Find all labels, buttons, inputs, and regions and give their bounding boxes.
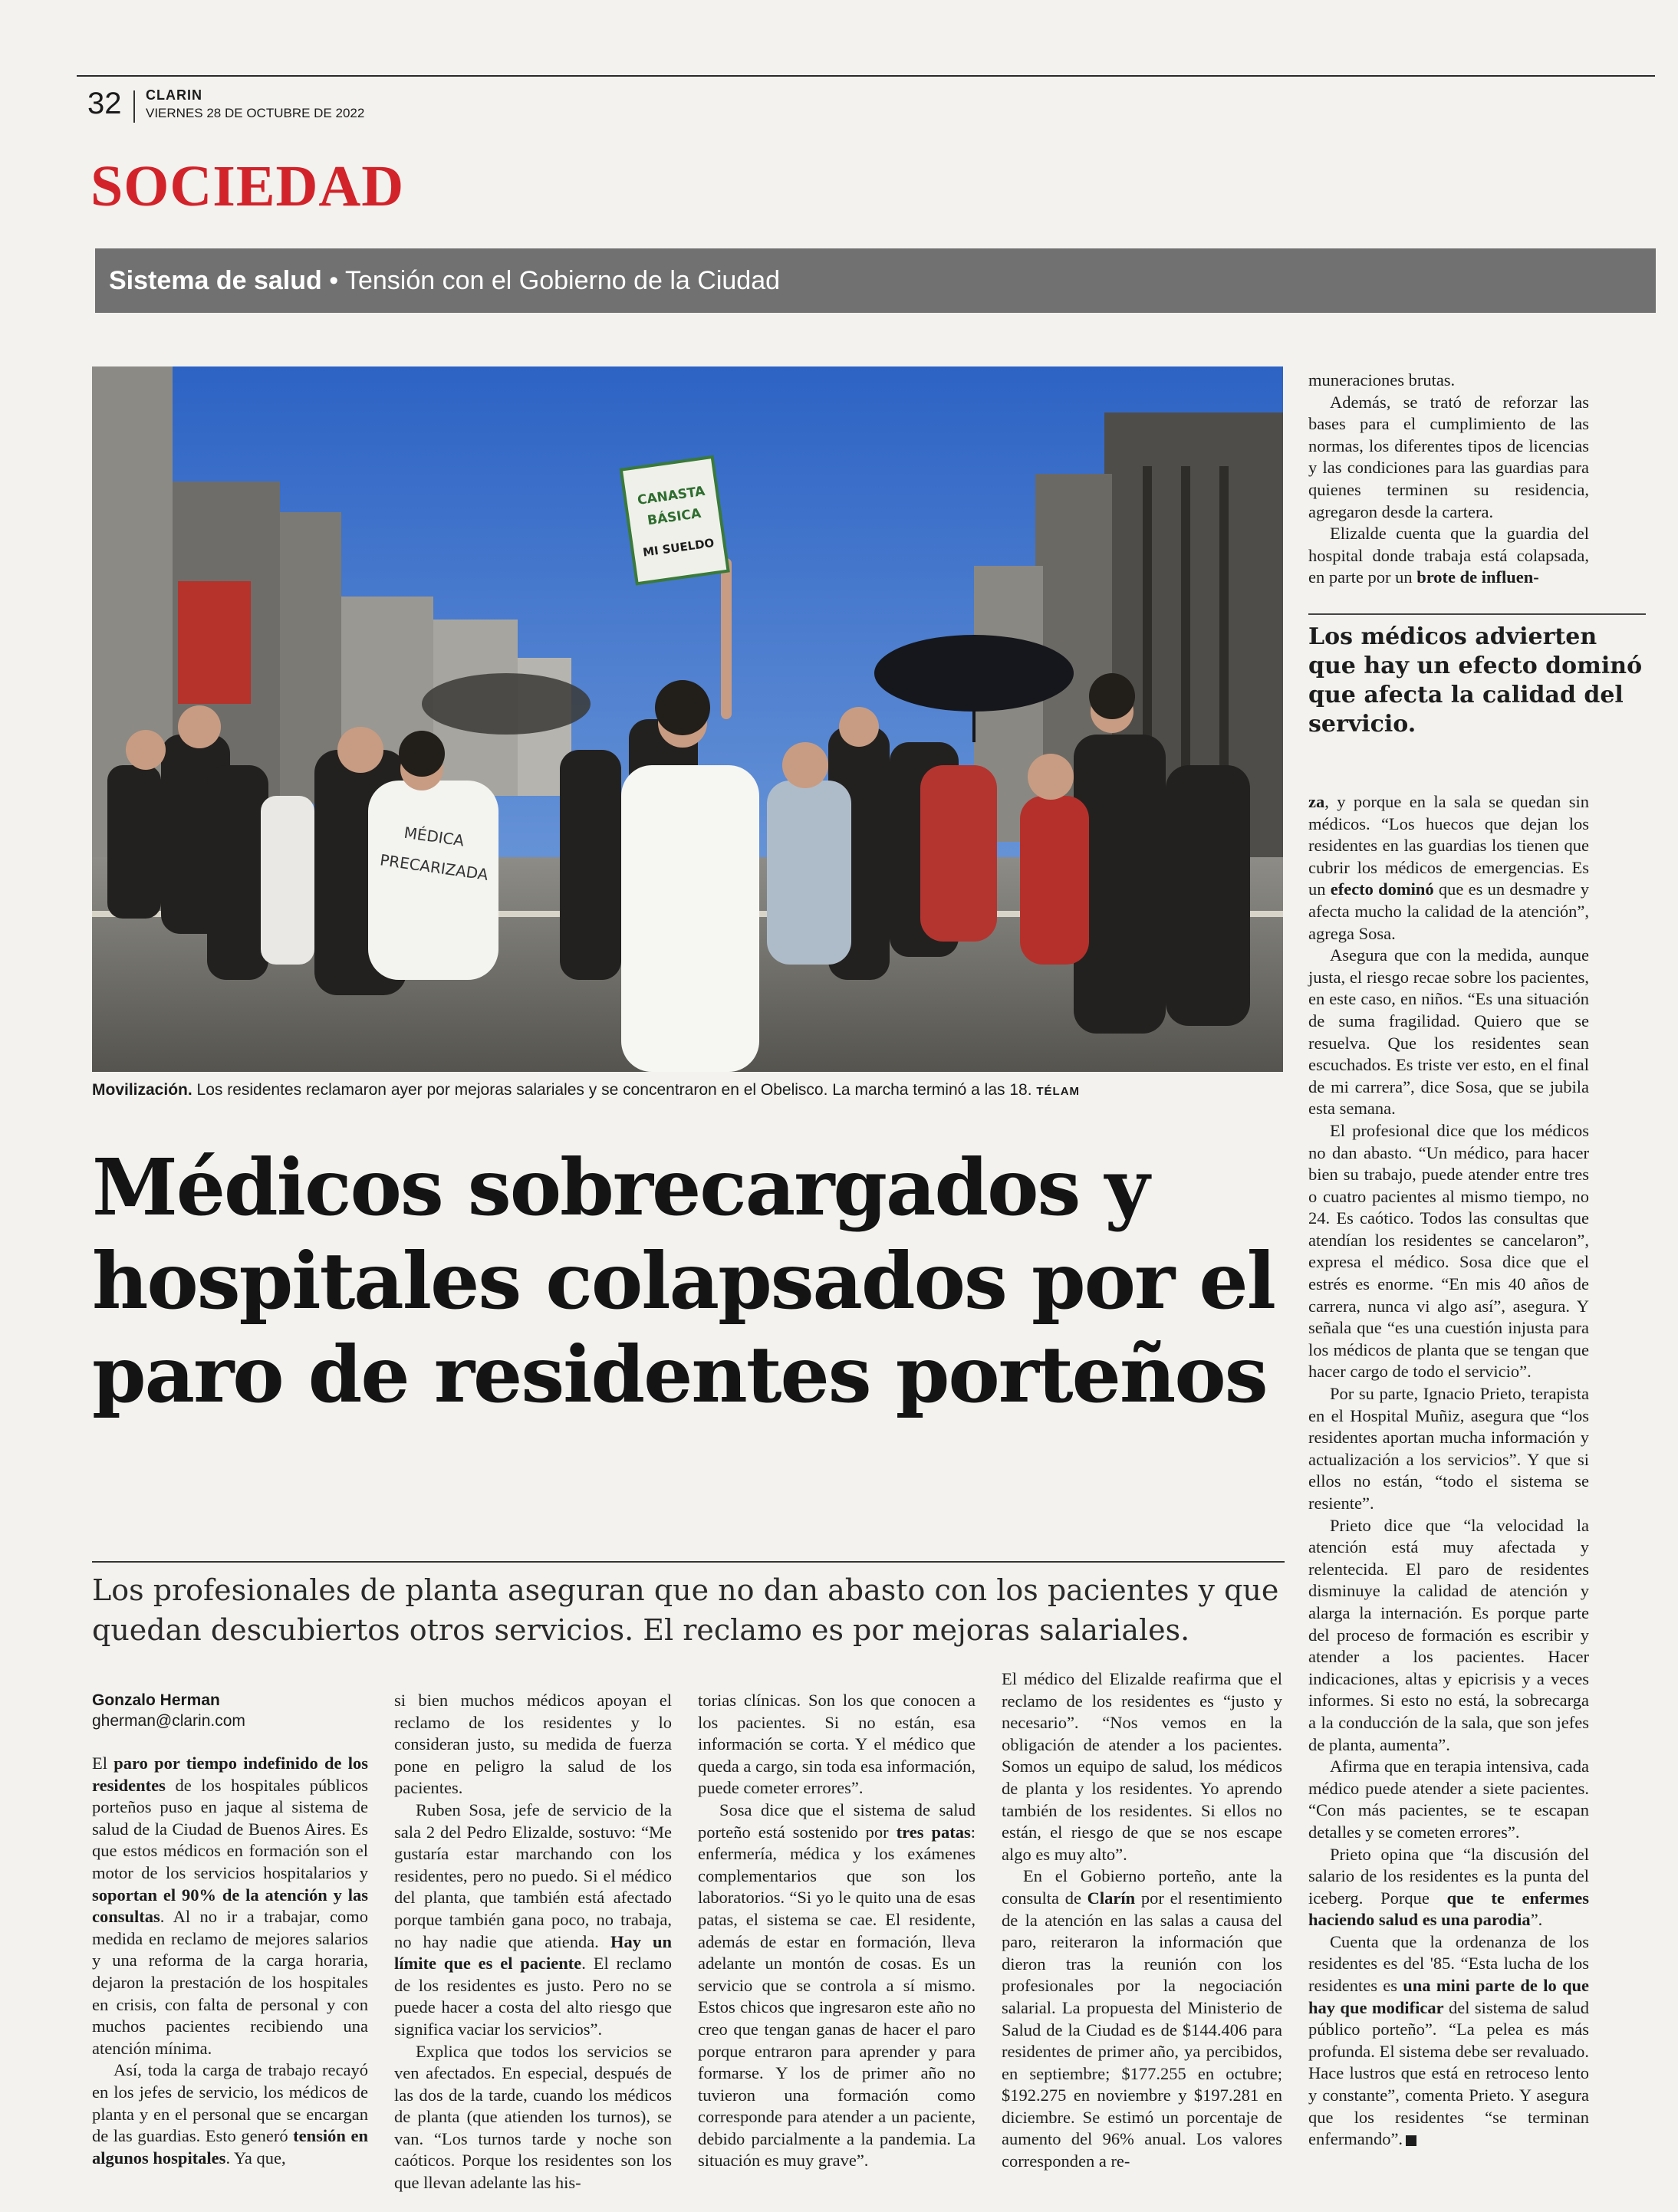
col2-paragraph-1: si bien muchos médicos apoyan el reclamo de los residentes y lo consideran justo, su medida de fuerza pone en peligro la salud de los pacientes.: [394, 1691, 672, 1798]
caption-text: Los residentes reclamaron ayer por mejoras salariales y se concentraron en el Obelisco. La marcha terminó a las 18.: [192, 1081, 1037, 1099]
photo-caption: [92, 1080, 1285, 1103]
col4-paragraph-1: El médico del Elizalde reafirma que el reclamo de los residentes es “justo y necesario”. “Nos vemos en la obligación de atender a los pacientes. Somos un equipo de salud, los médicos de planta y los residentes. Yo aprendo también de los residentes. Si ellos no están, el riesgo de que se nos escape algo es muy alto”.: [1002, 1669, 1282, 1864]
protest-photo: [92, 366, 1283, 1072]
col5b-paragraph-2: Asegura que con la medida, aunque justa, el riesgo recae sobre los pacientes, en este caso, en niños. “Es una situación de suma fragilidad. Quiero que se resuelva. Que los residentes sean escuchados. Es triste ver esto, en el final de mi carrera”, dice Sosa, que se jubila esta semana.: [1308, 945, 1589, 1119]
body-column-5-top: [1308, 370, 1589, 589]
col5b-paragraph-3: El profesional dice que los médicos no dan abasto. “Un médico, para hacer bien su trabajo, puede atender entre tres o cuatro pacientes al mismo tiempo, no 24. Es caótico. Todos las consultas que atendían los residentes se cancelaron”, expresa el médico. Sosa dice que el estrés es enorme. “En mis 40 años de carrera, nunca vi algo así”, asegura. Y señala que “es una cuestión injusta para los médicos de planta que se tengan que hacer cargo de todo el servicio”.: [1308, 1120, 1589, 1382]
col2-paragraph-3: Explica que todos los servicios se ven afectados. En especial, después de las dos de la tarde, cuando los médicos de planta (que atienden los turnos), se van. “Los turnos tarde y noche son caóticos. Porque los residentes son los que llevan adelante las his-: [394, 2041, 672, 2193]
col5b-paragraph-1: za, y porque en la sala se quedan sin médicos. “Los huecos que dejan los residentes en las guardias los tienen que cubrir los médicos de emergencias. Es un efecto dominó que es un desmadre y afecta mucho la calidad de la atención”, agrega Sosa.: [1308, 792, 1590, 943]
byline: [92, 1690, 245, 1731]
col3-paragraph-1: torias clínicas. Son los que conocen a los pacientes. Si no están, esa información se corta. Y el médico que queda a cargo, sin toda esa información, puede cometer errores”.: [698, 1691, 976, 1798]
pull-quote-rule: [1308, 613, 1646, 615]
caption-lead: Movilización.: [92, 1081, 192, 1099]
topic-label: [109, 264, 780, 297]
section-title: SOCIEDAD: [90, 154, 405, 219]
sign-text-1: CANASTA: [636, 483, 706, 509]
end-mark-icon: [1406, 2135, 1416, 2146]
author-email: gherman@clarin.com: [92, 1712, 245, 1730]
photo-credit: TÉLAM: [1036, 1085, 1081, 1098]
body-column-5-bottom: [1308, 791, 1589, 2151]
col5-paragraph-2: Además, se trató de reforzar las bases para el cumplimiento de las normas, los diferentes tipos de licencias y las condiciones para las guardias para quienes terminen su residencia, agregaron desde la cartera.: [1308, 392, 1589, 521]
col5b-paragraph-6: Afirma que en terapia intensiva, cada médico puede atender a siete pacientes. “Con más pacientes, se te escapan detalles y se cometen errores”.: [1308, 1757, 1589, 1842]
col3-paragraph-2: Sosa dice que el sistema de salud porteño está sostenido por tres patas: enfermería, médica y los exámenes complementarios que son los laboratorios. “Si yo le quito una de esas patas, el sistema se cae. El residente, además de estar en formación, lleva adelante un montón de cosas. Es un servicio que se controla a sí mismo. Estos chicos que ingresaron este año no creo que tengan ganas de hacer el paro porque entraron para aprender y para formarse. Y los de primer año no tuvieron una formación como corresponde para atender a un paciente, debido parcialmente a la pandemia. La situación es muy grave”.: [698, 1800, 976, 2171]
col4-paragraph-2: En el Gobierno porteño, ante la consulta de Clarín por el resentimiento de la atención en las salas a causa del paro, reiteraron la información que dieron tras la reunión con los profesionales por la negociación salarial. La propuesta del Ministerio de Salud de la Ciudad es de $144.406 para residentes de primer año, ya percibidos, en septiembre; $177.255 en octubre; $192.275 en noviembre y $197.281 en diciembre. Se estimó un porcentaje de aumento del 96% anual. Los valores corresponden a re-: [1002, 1866, 1283, 2171]
coat-text-1: MÉDICA: [403, 823, 466, 850]
col5-paragraph-3: Elizalde cuenta que la guardia del hospital donde trabaja está colapsada, en parte por un brote de influen-: [1308, 524, 1589, 587]
article-deck: Los profesionales de planta aseguran que no dan abasto con los pacientes y que quedan descubiertos otros servicios. El reclamo es por mejoras salariales.: [92, 1573, 1279, 1647]
col5b-paragraph-7: Prieto opina que “la discusión del salario de los residentes es la punta del iceberg. Porque que te enfermes haciendo salud es una parodia”.: [1308, 1844, 1589, 1930]
protest-photo-illustration: [92, 366, 1283, 1072]
col5b-paragraph-5: Prieto dice que “la velocidad la atención está muy afectada y relentecida. El paro de residentes disminuye la calidad de atención y alarga la internación. Es porque parte del proceso de formación es escribir y atender a los pacientes. Hacer indicaciones, altas y epicrisis y a veces informes. Si esto no está, la sobrecarga a la conducción de la sala, que son jefes de planta, aumenta”.: [1308, 1515, 1589, 1754]
newspaper-brand: CLARIN: [146, 87, 202, 103]
body-column-1: [92, 1753, 368, 2169]
issue-date: VIERNES 28 DE OCTUBRE DE 2022: [146, 106, 365, 120]
author-name: Gonzalo Herman: [92, 1691, 220, 1709]
sign-text-3: MI SUELDO: [642, 535, 716, 560]
body-column-2: [394, 1690, 672, 2194]
col5b-paragraph-8: Cuenta que la ordenanza de los residentes es del '85. “Esta lucha de los residentes es una mini parte de lo que hay que modificar del sistema de salud público porteño”. “La pelea es más profunda. El sistema debe ser revaluado. Hace lustros que está en retroceso lento y constante”, comenta Prieto. Y asegura que los residentes “se terminan enfermando”.: [1308, 1931, 1589, 2149]
header-rule: [77, 75, 1655, 77]
col2-paragraph-2: Ruben Sosa, jefe de servicio de la sala 2 del Pedro Elizalde, sostuvo: “Me gustaría estar marchando con los residentes, pero no puedo. Si el médico del planta, que también está afectado porque también gana poco, no trabaja, no hay nadie que atienda. Hay un límite que es el paciente. El reclamo de los residentes es justo. Pero no se puede hacer a costa del alto riesgo que significa vaciar los servicios”.: [394, 1800, 672, 2039]
col1-paragraph-1: El paro por tiempo indefinido de los residentes de los hospitales públicos porteños puso en jaque al sistema de salud de la Ciudad de Buenos Aires. Es que estos médicos en formación son el motor de los servicios hospitalarios y soportan el 90% de la atención y las consultas. Al no ir a trabajar, como medida en reclamo de mejores salarios y una reforma de la carga horaria, dejaron la prestación de los hospitales en crisis, con falta de personal y con muchos pacientes recibiendo una atención mínima.: [92, 1753, 369, 2058]
page-number: 32: [87, 87, 122, 120]
col1-paragraph-2: Así, toda la carga de trabajo recayó en los jefes de servicio, los médicos de planta y en el personal que se encargan de las guardias. Esto generó tensión en algunos hospitales. Ya que,: [92, 2060, 369, 2168]
body-column-3: [698, 1690, 976, 2172]
body-column-4: [1002, 1668, 1282, 2173]
header-divider: [133, 90, 135, 123]
topic-secondary: Tensión con el Gobierno de la Ciudad: [344, 266, 781, 295]
deck-rule: [92, 1561, 1285, 1563]
col5-paragraph-1: muneraciones brutas.: [1308, 370, 1456, 389]
col5b-paragraph-4: Por su parte, Ignacio Prieto, terapista en el Hospital Muñiz, asegura que “los residentes aportan mucha información y actualización a los servicios”. Y que si ellos no están, “todo el sistema se resiente”.: [1308, 1384, 1589, 1513]
topic-primary: Sistema de salud: [109, 266, 322, 295]
article-headline: Médicos sobrecargados y hospitales colapsados por el paro de residentes porteños: [92, 1142, 1275, 1420]
coat-text-2: PRECARIZADA: [378, 850, 490, 884]
sign-text-2: BÁSICA: [646, 505, 702, 529]
topic-separator: •: [321, 266, 345, 295]
pull-quote: Los médicos advierten que hay un efecto dominó que afecta la calidad del servicio.: [1308, 623, 1643, 738]
